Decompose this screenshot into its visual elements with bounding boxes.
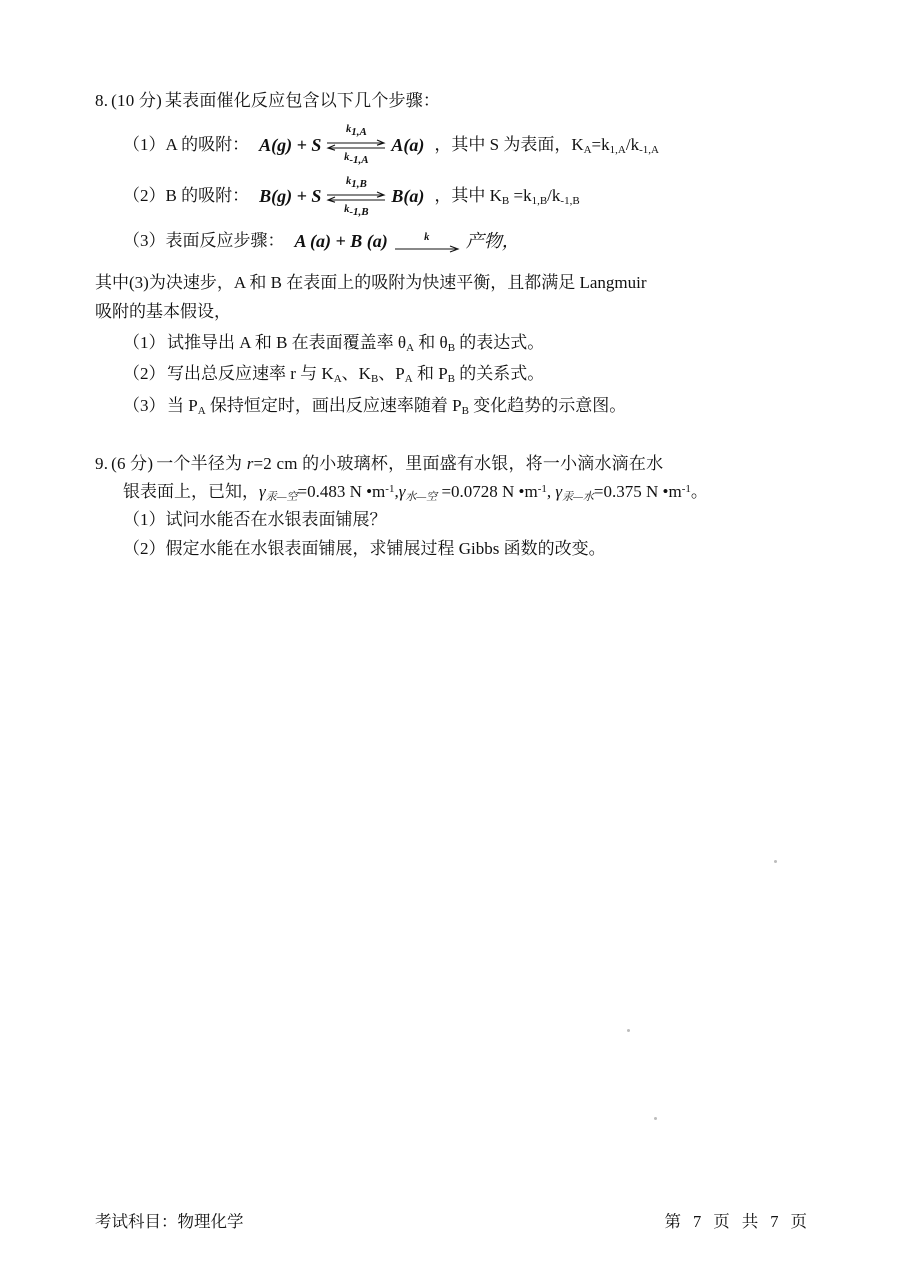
- question-8-note-line-1: 其中(3)为决速步，A 和 B 在表面上的吸附为快速平衡，且都满足 Langmuir: [95, 273, 647, 293]
- document-body: [95, 88, 813, 574]
- page-total-prefix: 共: [741, 1212, 759, 1231]
- question-8-step-3: [123, 227, 813, 256]
- rate-constant-k: k: [424, 232, 430, 244]
- step-2-lhs: B(g) + S: [259, 185, 322, 206]
- scan-speck: [654, 1117, 657, 1120]
- question-8-marks: (10 分): [111, 91, 162, 110]
- question-8-stem: 某表面催化反应包含以下几个步骤：: [164, 91, 441, 110]
- reaction-arrow-icon: [394, 233, 460, 253]
- question-9-sub-2: [123, 535, 813, 564]
- question-8: [95, 88, 813, 421]
- sub-3-number: （3）: [123, 396, 166, 416]
- page-total: 7: [770, 1212, 779, 1231]
- question-8-heading: [95, 88, 813, 114]
- step-3-rhs: 产物，: [465, 230, 520, 251]
- question-9-heading: [95, 451, 813, 477]
- step-3-lhs: A (a) + B (a): [294, 230, 388, 251]
- scan-speck: [627, 1029, 630, 1032]
- step-2-rhs: B(a): [391, 185, 425, 206]
- step-2-tail: ，其中 $K_B =k_{1,B}/k_{-1,B}$: [434, 185, 580, 207]
- gamma-water-air: $\gamma_{水—空}$: [398, 481, 438, 503]
- q9-sub-2-text: 假定水能在水银表面铺展，求铺展过程 Gibbs 函数的改变。: [165, 539, 606, 559]
- sub-2-text: 写出总反应速率 r 与 $K_A$、$K_B$、$P_A$ 和 $P_B$ 的关系式。: [167, 364, 545, 386]
- question-9-sub-1: [123, 506, 813, 535]
- step-3-label: （3）表面反应步骤：: [123, 231, 285, 251]
- page-suffix: 页: [790, 1212, 807, 1231]
- question-8-note-line-2: 吸附的基本假设，: [95, 301, 231, 321]
- gamma-mercury-air: $\gamma_{汞—空}$: [259, 481, 298, 503]
- step-1-label: （1）A 的吸附：: [123, 135, 250, 155]
- step-1-rhs: A(a): [391, 134, 425, 155]
- step-1-equation: [259, 124, 424, 165]
- step-1-lhs: A(g) + S: [259, 134, 322, 155]
- question-9-line-2: 银表面上，已知，$\gamma_{汞—空}=0.483$ N $•m^{-1},\gamma_{水—空} =0.0728$ N $•m^{-1}$, $\gamma_{汞—水}=0.375$ N $•m^{-1}$。: [123, 481, 708, 503]
- question-8-sub-1: [123, 329, 813, 358]
- sub-2-number: （2）: [123, 364, 166, 384]
- question-8-step-1: [123, 124, 813, 165]
- rate-constant-forward: $k_{1,B}$: [345, 175, 367, 190]
- double-arrow-svg: [325, 139, 387, 152]
- rate-constant-reverse: $k_{-1,B}$: [344, 203, 369, 218]
- gamma-mercury-water: $\gamma_{汞—水}$: [555, 481, 594, 503]
- question-8-step-2: [123, 176, 813, 217]
- sub-3-text: 当 $P_A$ 保持恒定时，画出反应速率随着 $P_B$ 变化趋势的示意图。: [167, 396, 627, 418]
- rate-constant-forward: $k_{1,A}$: [345, 124, 367, 139]
- sub-1-number: （1）: [123, 332, 166, 352]
- question-8-number: 8.: [95, 91, 109, 110]
- step-3-equation: [295, 227, 520, 256]
- page-current: 7: [693, 1212, 702, 1231]
- question-8-sub-3: [123, 392, 813, 421]
- equilibrium-arrow-icon: [325, 177, 387, 218]
- question-9-line-1: 一个半径为 r=2 cm 的小玻璃杯，里面盛有水银，将一小滴水滴在水: [156, 454, 664, 474]
- q9-sub-1-number: （1）: [123, 510, 166, 530]
- question-8-sub-2: [123, 360, 813, 389]
- equilibrium-arrow-icon: [325, 125, 387, 166]
- footer-pagination: [659, 1208, 814, 1232]
- step-2-label: （2）B 的吸附：: [123, 186, 250, 206]
- sub-1-text: 试推导出 A 和 B 在表面覆盖率 $\theta_A$ 和 $\theta_B$ 的表达式。: [167, 332, 545, 354]
- question-9-number: 9.: [95, 454, 109, 474]
- page-prefix: 第: [664, 1212, 681, 1231]
- single-arrow-svg: [394, 245, 460, 253]
- question-9-marks: (6 分): [111, 454, 154, 474]
- q9-sub-2-number: （2）: [123, 539, 166, 559]
- step-1-tail: ，其中 S 为表面，$K_A=k_{1,A}/k_{-1,A}$: [434, 134, 659, 156]
- page-footer: [95, 1208, 813, 1232]
- footer-subject: 考试科目：物理化学: [95, 1212, 244, 1231]
- page-mid: 页: [713, 1212, 730, 1231]
- scan-speck: [774, 860, 777, 863]
- rate-constant-reverse: $k_{-1,A}$: [344, 152, 369, 167]
- q9-sub-1-text: 试问水能否在水银表面铺展？: [165, 510, 387, 530]
- step-2-equation: [259, 176, 424, 217]
- question-9: [95, 451, 813, 564]
- double-arrow-svg: [325, 191, 387, 204]
